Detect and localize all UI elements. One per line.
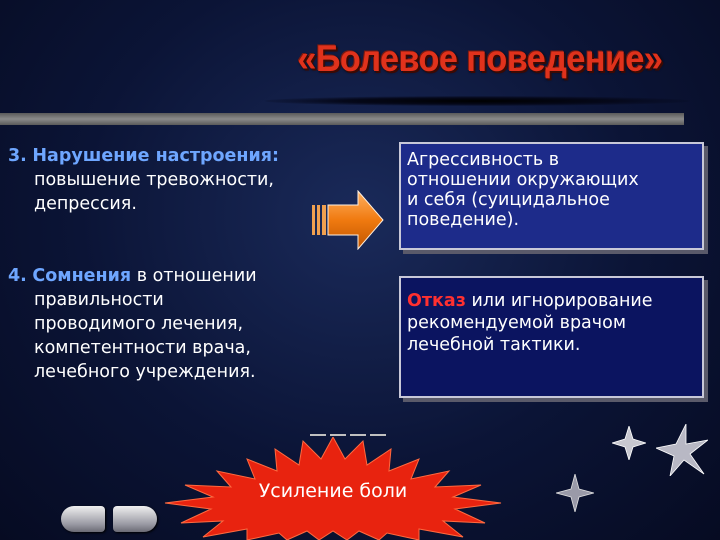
star-icon [612, 426, 646, 460]
item-3 [8, 144, 279, 216]
burst-label: Усиление боли [258, 480, 408, 502]
item-4-number: 4. [8, 266, 27, 286]
aggression-line4: поведение). [407, 210, 520, 230]
aggression-line1: Агрессивность в [407, 150, 560, 170]
nav-back-button[interactable] [61, 506, 105, 532]
arrow-right-icon [312, 190, 384, 250]
item-4-line1: правильности [34, 290, 164, 310]
nav-forward-button[interactable] [113, 506, 157, 532]
refusal-line1: или игнорирование [465, 291, 653, 311]
item-3-line2: депрессия. [34, 194, 137, 214]
item-4-line3: компетентности врача, [34, 338, 251, 358]
divider-band [0, 113, 684, 125]
item-4-line4: лечебного учреждения. [34, 362, 256, 382]
refusal-line3: лечебной тактики. [407, 335, 581, 355]
aggression-line3: и себя (суицидальное [407, 190, 610, 210]
item-3-heading: Нарушение настроения: [32, 146, 279, 166]
star-icon [556, 474, 594, 512]
star-icon [656, 424, 708, 476]
item-4 [8, 264, 257, 384]
aggression-box [399, 142, 704, 250]
aggression-line2: отношении окружающих [407, 170, 639, 190]
refusal-line2: рекомендуемой врачом [407, 313, 627, 333]
item-4-heading: Сомнения [32, 266, 132, 286]
item-4-rest: в отношении [131, 266, 257, 286]
item-3-line1: повышение тревожности, [34, 170, 274, 190]
refusal-emph: Отказ [407, 291, 466, 311]
slide-title: «Болевое поведение» [297, 38, 663, 79]
dashed-line [310, 434, 388, 436]
item-4-line2: проводимого лечения, [34, 314, 244, 334]
item-3-number: 3. [8, 146, 27, 166]
refusal-box [399, 276, 704, 398]
title-shadow-bar [265, 96, 690, 106]
